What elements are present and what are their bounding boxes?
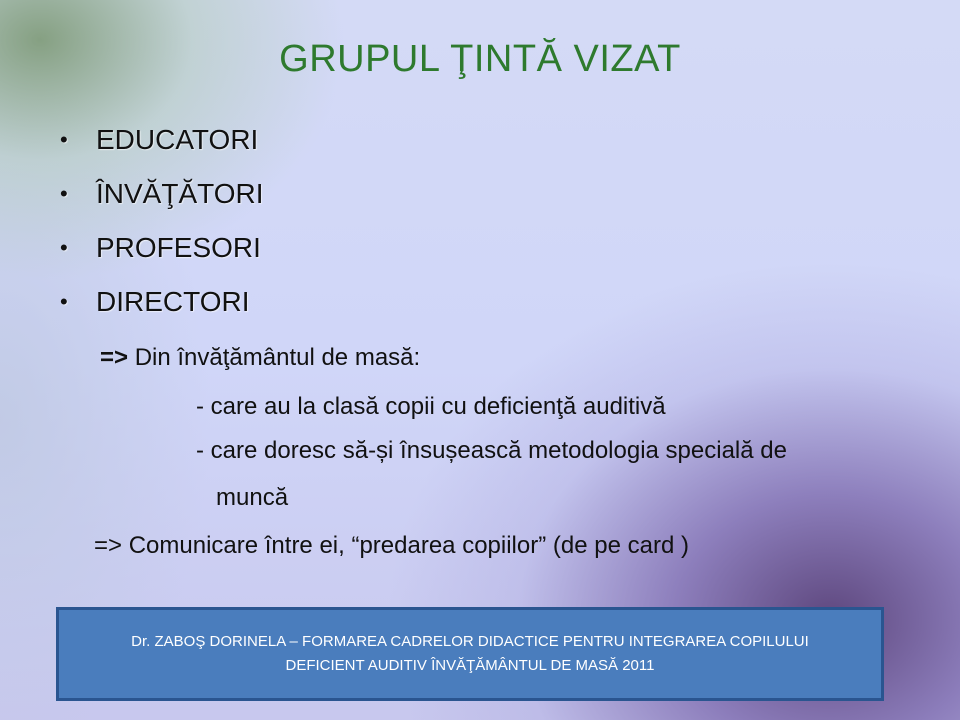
bullet-item: [60, 226, 264, 280]
line-communication: [94, 532, 689, 560]
line-from-mass-education: [100, 344, 420, 372]
bullet-dot-icon: •: [60, 235, 68, 260]
footer-banner: [56, 607, 884, 701]
bullet-text: EDUCATORI: [96, 124, 259, 155]
footer-line-2: DEFICIENT AUDITIV ÎNVĂŢĂMÂNTUL DE MASĂ 2011: [285, 657, 655, 674]
bullet-item: [60, 118, 264, 172]
arrow-icon: =>: [94, 532, 123, 559]
slide-title: GRUPUL ŢINTĂ VIZAT: [279, 38, 681, 80]
bullet-dot-icon: •: [60, 127, 68, 152]
line-hearing-deficiency: - care au la clasă copii cu deficienţă auditivă: [196, 393, 666, 420]
bullet-text: PROFESORI: [96, 232, 261, 263]
bullet-dot-icon: •: [60, 181, 68, 206]
footer-line-1: Dr. ZABOŞ DORINELA – FORMAREA CADRELOR DIDACTICE PENTRU INTEGRAREA COPILULUI: [131, 633, 809, 650]
bullet-dot-icon: •: [60, 289, 68, 314]
bullet-text: DIRECTORI: [96, 286, 250, 317]
bullet-item: [60, 172, 264, 226]
line-methodology: - care doresc să-și însușească metodologia specială de: [196, 437, 787, 464]
bullet-text: ÎNVĂŢĂTORI: [96, 178, 264, 209]
bullet-list: [60, 118, 264, 334]
arrow-icon: =>: [100, 344, 129, 371]
line-text: Comunicare între ei, “predarea copiilor” (de pe card ): [122, 532, 689, 559]
line-work: muncă: [216, 484, 289, 511]
bullet-item: [60, 280, 264, 334]
line-text: Din învăţământul de masă:: [128, 344, 421, 371]
